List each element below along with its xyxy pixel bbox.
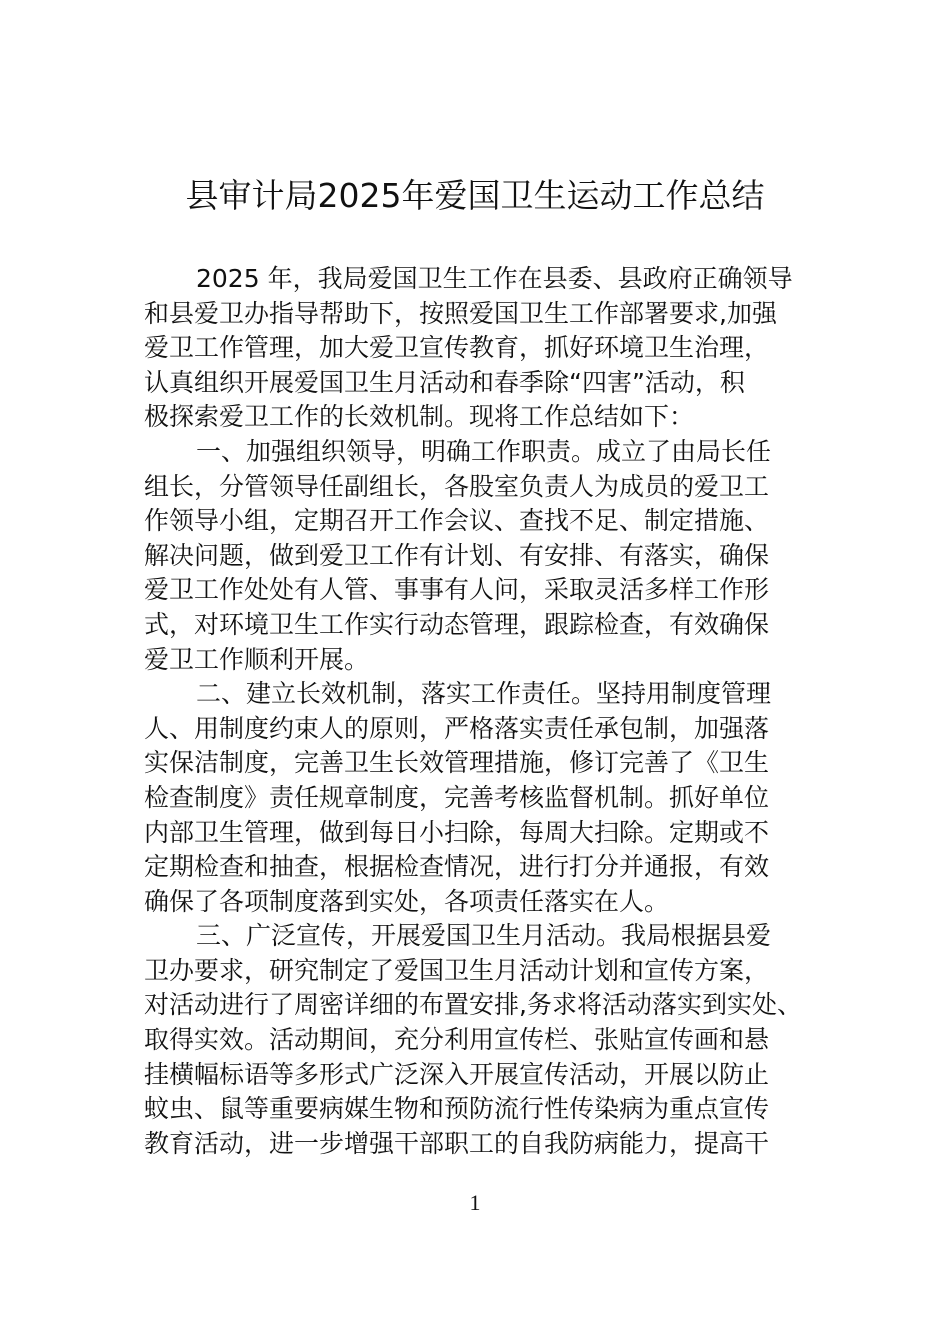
paragraph-line: 定期检查和抽查，根据检查情况，进行打分并通报，有效	[144, 852, 770, 882]
paragraph-line: 极探索爱卫工作的长效机制。现将工作总结如下：	[144, 402, 695, 432]
page-number: 1	[469, 1190, 481, 1215]
paragraph-line: 作领导小组，定期召开工作会议、查找不足、制定措施、	[144, 506, 770, 536]
paragraph-line: 对活动进行了周密详细的布置安排,务求将活动落实到实处、	[144, 990, 802, 1020]
paragraph-line: 检查制度》责任规章制度，完善考核监督机制。抓好单位	[144, 782, 770, 812]
paragraph-line: 组长，分管领导任副组长，各股室负责人为成员的爱卫工	[144, 471, 770, 501]
paragraph-line: 式，对环境卫生工作实行动态管理，跟踪检查，有效确保	[144, 609, 770, 639]
paragraph-line: 教育活动，进一步增强干部职工的自我防病能力，提高干	[144, 1128, 770, 1158]
paragraph-line: 二、建立长效机制，落实工作责任。坚持用制度管理	[196, 679, 772, 709]
paragraph-line: 爱卫工作处处有人管、事事有人问，采取灵活多样工作形	[144, 575, 770, 605]
paragraph-line: 取得实效。活动期间，充分利用宣传栏、张贴宣传画和悬	[144, 1025, 770, 1055]
paragraph-line: 认真组织开展爱国卫生月活动和春季除“四害”活动，积	[144, 367, 745, 397]
paragraph-line: 蚊虫、鼠等重要病媒生物和预防流行性传染病为重点宣传	[144, 1094, 770, 1124]
document-title: 县审计局2025年爱国卫生运动工作总结	[185, 176, 765, 215]
paragraph-line: 人、用制度约束人的原则，严格落实责任承包制，加强落	[144, 713, 770, 743]
paragraph-line: 爱卫工作顺利开展。	[144, 644, 370, 674]
paragraph-line: 确保了各项制度落到实处，各项责任落实在人。	[144, 886, 670, 916]
paragraph-line: 挂横幅标语等多形式广泛深入开展宣传活动，开展以防止	[144, 1059, 770, 1089]
paragraph-line: 解决问题，做到爱卫工作有计划、有安排、有落实，确保	[144, 540, 770, 570]
paragraph-line: 2025 年，我局爱国卫生工作在县委、县政府正确领导	[196, 264, 793, 293]
paragraph-line: 实保洁制度，完善卫生长效管理措施，修订完善了《卫生	[144, 748, 770, 778]
paragraph-line: 卫办要求，研究制定了爱国卫生月活动计划和宣传方案，	[144, 955, 770, 985]
paragraph-line: 内部卫生管理，做到每日小扫除，每周大扫除。定期或不	[144, 817, 770, 847]
paragraph-line: 和县爱卫办指导帮助下，按照爱国卫生工作部署要求,加强	[144, 298, 777, 328]
paragraph-line: 爱卫工作管理，加大爱卫宣传教育，抓好环境卫生治理，	[144, 333, 770, 363]
paragraph-line: 一、加强组织领导，明确工作职责。成立了由局长任	[196, 436, 772, 466]
paragraph-line: 三、广泛宣传，开展爱国卫生月活动。我局根据县爱	[196, 921, 772, 951]
document-body	[144, 262, 824, 1161]
